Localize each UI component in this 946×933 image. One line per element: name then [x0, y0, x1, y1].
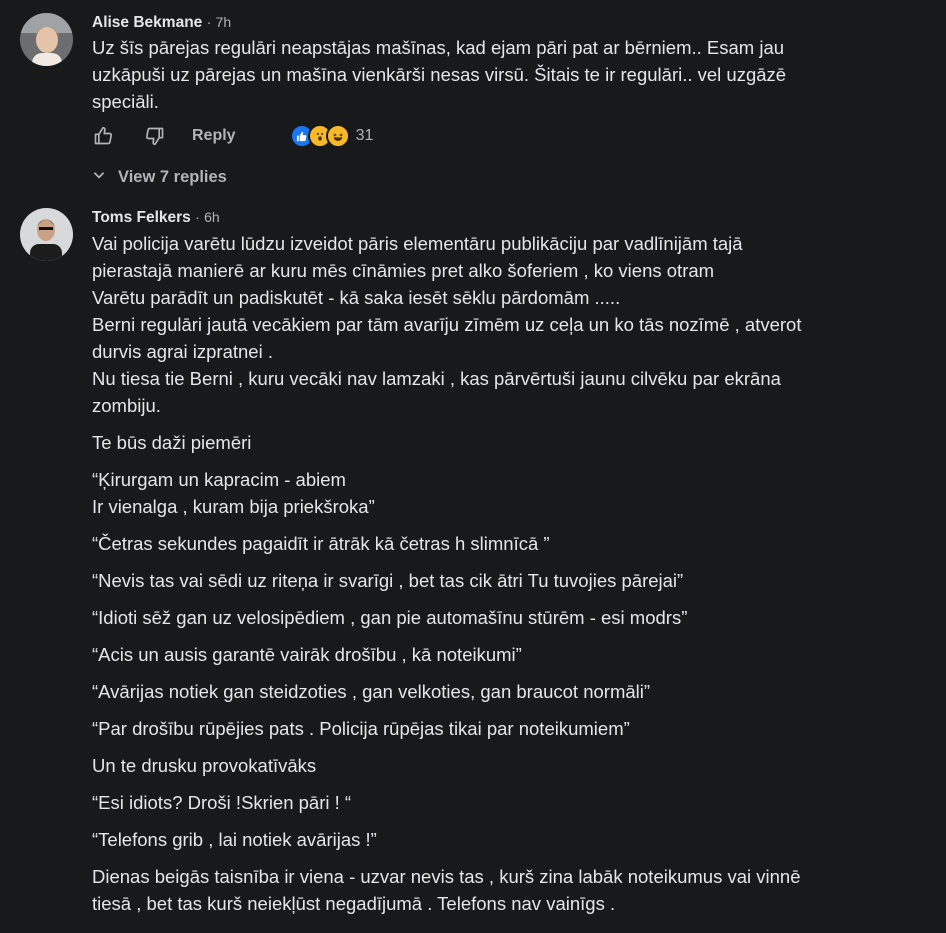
- text-line: “Esi idiots? Droši !Skrien pāri ! “: [92, 792, 352, 813]
- text-line: Un te drusku provokatīvāks: [92, 755, 317, 776]
- text-line: “Idioti sēž gan uz velosipēdiem , gan pie automašīnu stūrēm - esi modrs”: [92, 607, 688, 628]
- text-line: Dienas beigās taisnība ir viena - uzvar nevis tas , kurš zina labāk noteikumus vai vinnē: [92, 866, 801, 887]
- separator-dot: ·: [206, 14, 212, 30]
- comment-actions: [92, 121, 373, 151]
- avatar[interactable]: [20, 13, 73, 66]
- comment-toms: [0, 200, 946, 933]
- comment-header: [92, 209, 220, 227]
- view-replies-label: View 7 replies: [118, 168, 227, 186]
- text-line: Uz šīs pārejas regulāri neapstājas mašīnas, kad ejam pāri pat ar bērniem.. Esam jau: [92, 37, 785, 58]
- separator-dot: ·: [195, 209, 200, 225]
- comment-header: [92, 14, 231, 32]
- text-line: Nu tiesa tie Berni , kuru vecāki nav lamzaki , kas pārvērtuši jaunu cilvēku par ekrāna: [92, 368, 781, 389]
- reactions-summary[interactable]: [290, 124, 374, 148]
- text-line: Te būs daži piemēri: [92, 432, 252, 453]
- reaction-count: 31: [355, 127, 374, 144]
- text-line: “Telefons grib , lai notiek avārijas !”: [92, 829, 377, 850]
- chevron-down-icon: [92, 168, 106, 187]
- text-line: speciāli.: [92, 91, 159, 112]
- text-line: Ir vienalga , kuram bija priekšroka”: [92, 496, 375, 517]
- haha-reaction-icon: [326, 124, 350, 148]
- comment-text: [92, 230, 906, 917]
- text-line: “Acis un ausis garantē vairāk drošību , kā noteikumi”: [92, 644, 522, 665]
- text-line: Berni regulāri jautā vecākiem par tām avarīju zīmēm uz ceļa un ko tās nozīmē , atverot: [92, 314, 802, 335]
- comment-alise: [0, 0, 946, 200]
- text-line: durvis agrai izpratnei .: [92, 341, 273, 362]
- author-name[interactable]: Toms Felkers: [92, 209, 191, 226]
- text-line: “Ķirurgam un kapracim - abiem: [92, 469, 346, 490]
- text-line: uzkāpuši uz pārejas un mašīna vienkārši nesas virsū. Šitais te ir regulāri.. vel uzgāzē: [92, 64, 787, 85]
- timestamp[interactable]: 7h: [215, 14, 232, 30]
- thumbs-up-icon[interactable]: [92, 125, 114, 147]
- comment-text: [92, 34, 906, 115]
- author-name[interactable]: Alise Bekmane: [92, 14, 203, 31]
- timestamp[interactable]: 6h: [204, 209, 220, 225]
- reply-button[interactable]: Reply: [192, 127, 236, 144]
- text-line: “Četras sekundes pagaidīt ir ātrāk kā četras h slimnīcā ”: [92, 533, 550, 554]
- text-line: “Nevis tas vai sēdi uz riteņa ir svarīgi , bet tas cik ātri Tu tuvojies pārejai”: [92, 570, 684, 591]
- avatar[interactable]: [20, 208, 73, 261]
- text-line: “Par drošību rūpējies pats . Policija rūpējas tikai par noteikumiem”: [92, 718, 630, 739]
- thumbs-down-icon[interactable]: [144, 125, 166, 147]
- text-line: tiesā , bet tas kurš neiekļūst negadījumā . Telefons nav vainīgs .: [92, 893, 616, 914]
- text-line: Varētu parādīt un padiskutēt - kā saka iesēt sēklu pārdomām .....: [92, 287, 621, 308]
- text-line: zombiju.: [92, 395, 161, 416]
- text-line: “Avārijas notiek gan steidzoties , gan velkoties, gan braucot normāli”: [92, 681, 651, 702]
- text-line: Vai policija varētu lūdzu izveidot pāris elementāru publikāciju par vadlīnijām tajā: [92, 233, 743, 254]
- view-replies-button[interactable]: [92, 168, 227, 187]
- text-line: pierastajā manierē ar kuru mēs cīnāmies pret alko šoferiem , ko viens otram: [92, 260, 715, 281]
